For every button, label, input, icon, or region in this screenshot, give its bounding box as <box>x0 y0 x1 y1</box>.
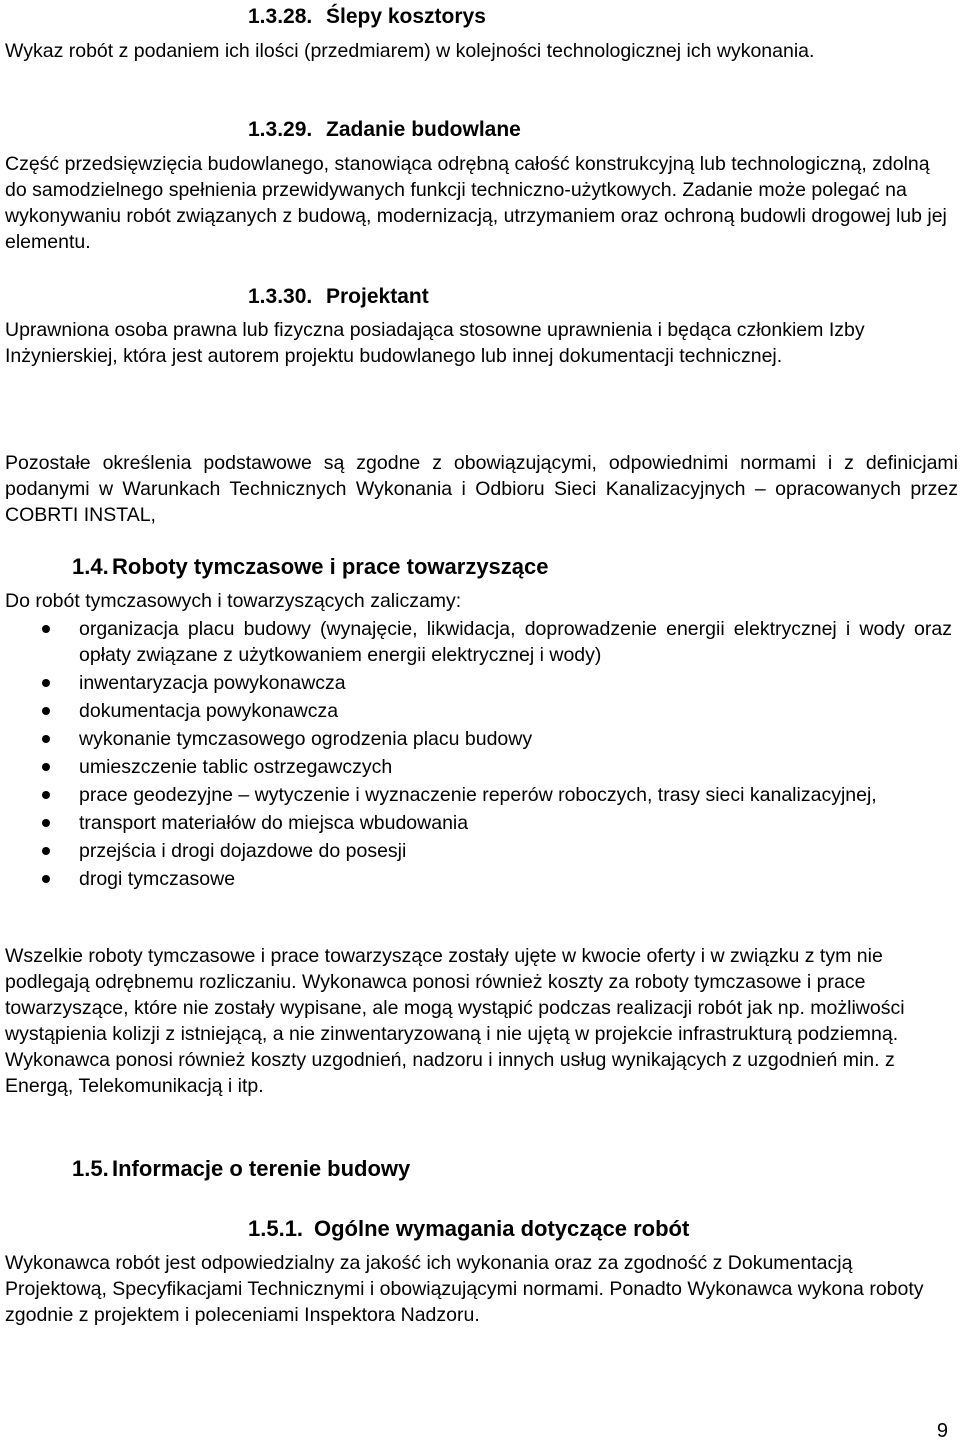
bullet-icon <box>42 679 50 687</box>
page-number: 9 <box>936 1420 948 1442</box>
paragraph-projektant: Uprawniona osoba prawna lub fizyczna posiadająca stosowne uprawnienia i będąca członkiem Izby Inżynierskiej, która jest autorem projektu budowlanego lub innej dokumentacji technicznej. <box>5 319 865 367</box>
list-item <box>0 810 952 836</box>
heading-number: 1.3.28. <box>248 5 313 28</box>
paragraph-zadanie-budowlane: Część przedsięwzięcia budowlanego, stanowiąca odrębną całość konstrukcyjną lub technologiczną, zdolną do samodzielnego spełnienia przewidywanych funkcji techniczno-użytkowych. Zadanie może polegać na wykonywaniu robót związanych z budową, modernizacją, utrzymaniem oraz ochroną budowli drogowej lub jej elementu. <box>5 153 947 253</box>
list-item <box>0 782 952 808</box>
list-item-text: umieszczenie tablic ostrzegawczych <box>79 756 393 778</box>
bullet-icon <box>42 847 50 855</box>
heading-1-4 <box>72 554 549 580</box>
heading-title: Informacje o terenie budowy <box>112 1156 411 1181</box>
heading-1-3-28 <box>248 4 486 30</box>
bullet-icon <box>42 875 50 883</box>
list-item <box>0 616 952 668</box>
paragraph-slepy-kosztorys: Wykaz robót z podaniem ich ilości (przedmiarem) w kolejności technologicznej ich wykonania. <box>5 40 815 62</box>
list-item <box>0 754 952 780</box>
list-item-text: organizacja placu budowy (wynajęcie, likwidacja, doprowadzenie energii elektrycznej i wody oraz opłaty związane z użytkowaniem energii elektrycznej i wody) <box>79 618 952 666</box>
heading-title: Projektant <box>326 285 429 308</box>
list-item-text: inwentaryzacja powykonawcza <box>79 672 346 694</box>
heading-title: Ślepy kosztorys <box>326 5 486 28</box>
list-item-text: dokumentacja powykonawcza <box>79 700 339 722</box>
temporary-works-list <box>0 616 952 894</box>
bullet-icon <box>42 819 50 827</box>
list-item <box>0 866 952 892</box>
list-item-text: transport materiałów do miejsca wbudowania <box>79 812 469 834</box>
paragraph-other-definitions: Pozostałe określenia podstawowe są zgodne z obowiązującymi, odpowiednimi normami i z definicjami podanymi w Warunkach Technicznych Wykonania i Odbioru Sieci Kanalizacyjnych – opracowanych przez COBRTI INSTAL, <box>5 452 958 526</box>
heading-number: 1.3.30. <box>248 285 313 308</box>
bullet-icon <box>42 763 50 771</box>
list-item-text: prace geodezyjne – wytyczenie i wyznaczenie reperów roboczych, trasy sieci kanalizacyjnej, <box>79 784 877 806</box>
heading-1-5 <box>72 1156 410 1182</box>
bullet-icon <box>42 735 50 743</box>
heading-title: Roboty tymczasowe i prace towarzyszące <box>112 554 549 579</box>
list-item-text: wykonanie tymczasowego ogrodzenia placu budowy <box>79 728 533 750</box>
list-item-text: drogi tymczasowe <box>79 868 236 890</box>
heading-number: 1.5. <box>72 1156 109 1181</box>
heading-title: Ogólne wymagania dotyczące robót <box>314 1216 690 1241</box>
list-item <box>0 726 952 752</box>
heading-1-3-29 <box>248 117 521 143</box>
bullet-icon <box>42 791 50 799</box>
list-item-text: przejścia i drogi dojazdowe do posesji <box>79 840 407 862</box>
paragraph-closing: Wszelkie roboty tymczasowe i prace towarzyszące zostały ujęte w kwocie oferty i w związku z tym nie podlegają odrębnemu rozliczaniu. Wykonawca ponosi również koszty za roboty tymczasowe i prace towarzyszące, które nie zostały wypisane, ale mogą wystąpić podczas realizacji robót jak np. możliwości wystąpienia kolizji z istniejącą, a nie zinwentaryzowaną i nie ujętą w projekcie infrastrukturą podziemną. Wykonawca ponosi również koszty uzgodnień, nadzoru i innych usług wynikających z uzgodnień min. z Energą, Telekomunikacją i itp. <box>5 945 905 1097</box>
bullet-icon <box>42 625 50 633</box>
list-item <box>0 670 952 696</box>
heading-number: 1.3.29. <box>248 118 313 141</box>
heading-1-3-30 <box>248 284 429 310</box>
paragraph-general-requirements: Wykonawca robót jest odpowiedzialny za jakość ich wykonania oraz za zgodność z Dokumentacją Projektową, Specyfikacjami Technicznymi i obowiązującymi normami. Ponadto Wykonawca wykona roboty zgodnie z projektem i poleceniami Inspektora Nadzoru. <box>5 1252 924 1326</box>
bullet-icon <box>42 707 50 715</box>
heading-number: 1.4. <box>72 554 109 579</box>
paragraph-intro: Do robót tymczasowych i towarzyszących zaliczamy: <box>5 590 462 612</box>
list-item <box>0 698 952 724</box>
heading-1-5-1 <box>248 1216 689 1242</box>
list-item <box>0 838 952 864</box>
heading-title: Zadanie budowlane <box>326 118 521 141</box>
heading-number: 1.5.1. <box>248 1216 304 1241</box>
